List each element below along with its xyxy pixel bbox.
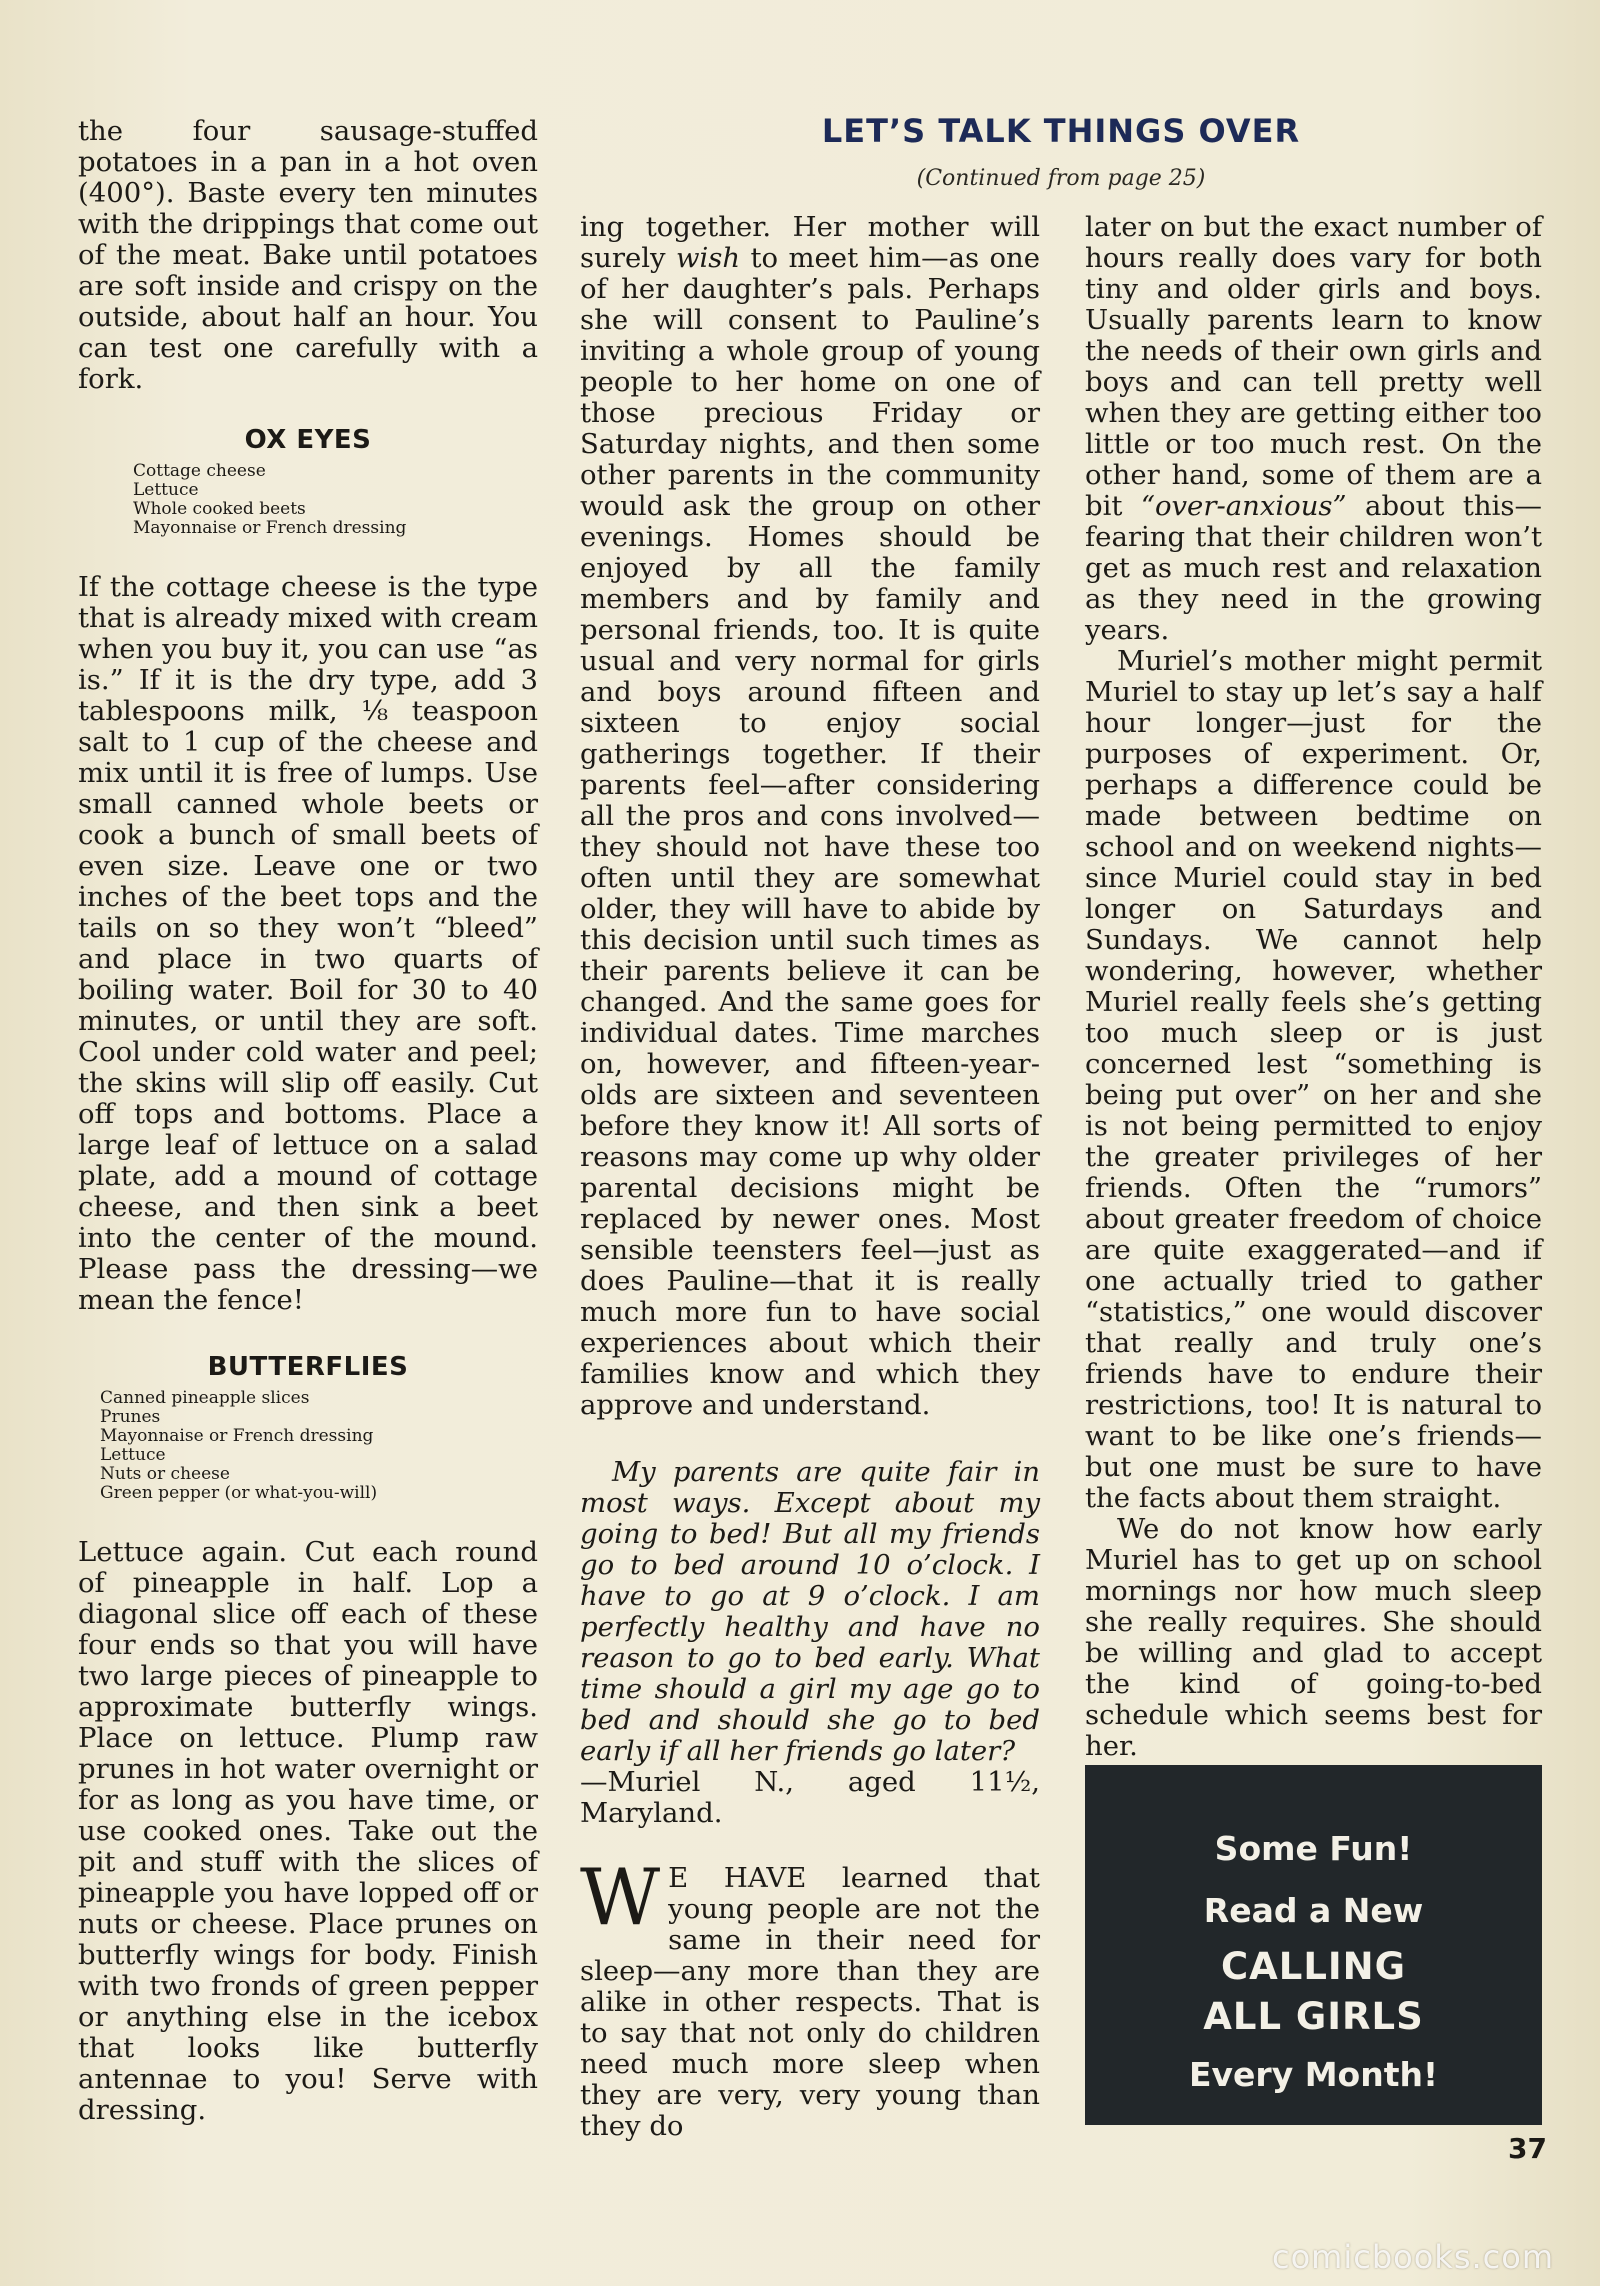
drop-cap: W [580, 1853, 661, 1943]
ad-line: Every Month! [1188, 2055, 1439, 2094]
text-run: ing together. Her mother will surely [580, 211, 1040, 274]
ingredient: Lettuce [133, 480, 199, 500]
ad-line: Some Fun! [1214, 1829, 1413, 1868]
potato-recipe-text: the four sausage-stuffed potatoes in a pan in a hot oven (400°). Baste every ten minutes with the drippings that come out of the meat. Bake until potatoes are soft inside and crispy on the outside, about half an hour. You can test one carefully with a fork. [78, 115, 538, 395]
page-number: 37 [1508, 2132, 1547, 2165]
ox-eyes-title: OX EYES [244, 425, 372, 455]
article-column-3 [1085, 212, 1542, 1762]
text-run: about this—fearing that their children won’t get as much rest and relaxation as they need in the growing years. [1085, 490, 1542, 646]
article-title: LET’S TALK THINGS OVER [821, 112, 1301, 150]
reader-letter [580, 1457, 1040, 1829]
article-paragraph [580, 212, 1040, 1421]
recipe-column [78, 116, 538, 2126]
ad-line: ALL GIRLS [1203, 1995, 1424, 2038]
letter-signature: —Muriel N., aged 11½, Maryland. [580, 1766, 1040, 1829]
ingredient: Green pepper (or what-you-will) [100, 1483, 378, 1503]
butterflies-directions: Lettuce again. Cut each round of pineapple in half. Lop a diagonal slice off each of these four ends so that you will have two large pieces of pineapple to approximate butterfly wings. Place on lettuce. Plump raw prunes in hot water overnight or for as long as you have time, or use cooked ones. Take out the pit and stuff with the slices of pineapple you have lopped off or nuts or cheese. Place prunes on butterfly wings for body. Finish with two fronds of green pepper or anything else in the icebox that looks like butterfly antennae to you! Serve with dressing. [78, 1536, 538, 2126]
ingredient: Mayonnaise or French dressing [100, 1426, 374, 1446]
article-paragraph: We do not know how early Muriel has to get up on school mornings nor how much sleep she really requires. She should be willing and glad to accept the kind of going-to-bed schedule which seems best for her. [1085, 1513, 1542, 1762]
ox-eyes-ingredients [133, 462, 538, 538]
ingredient: Whole cooked beets [133, 499, 306, 519]
ingredient: Prunes [100, 1407, 161, 1427]
article-column-2 [580, 212, 1040, 2142]
ingredient: Nuts or cheese [100, 1464, 230, 1484]
emphasis: wish [675, 242, 741, 274]
calling-all-girls-ad [1085, 1765, 1542, 2125]
reply-paragraph [580, 1853, 1040, 2142]
ad-line: CALLING [1220, 1945, 1407, 1988]
ingredient: Canned pineapple slices [100, 1388, 310, 1408]
ingredient: Lettuce [100, 1445, 166, 1465]
text-run: to meet him—as one of her daughter’s pals. Perhaps she will consent to Pauline’s inviting a whole group of young people to her home on one of those precious Friday or Saturday nights, and then some other parents in the community would ask the group on other evenings. Homes should be enjoyed by all the family members and by family and personal friends, too. It is quite usual and very normal for girls and boys around fifteen and sixteen to enjoy social gatherings together. If their parents feel—after considering all the pros and cons involved—they should not have these too often until they are somewhat older, they will have to abide by this decision until such times as their parents believe it can be changed. And the same goes for individual dates. Time marches on, however, and fifteen-year-olds are sixteen and seventeen before they know it! All sorts of reasons may come up why older parental decisions might be replaced by newer ones. Most sensible teensters feel—just as does Pauline—that it is really much more fun to have social experiences about which their families know and which they approve and understand. [580, 242, 1040, 1421]
article-paragraph: Muriel’s mother might permit Muriel to stay up let’s say a half hour longer—just for the purposes of experiment. Or, perhaps a difference could be made between bedtime on school and on weekend nights—since Muriel could stay in bed longer on Saturdays and Sundays. We cannot help wondering, however, whether Muriel really feels she’s getting too much sleep or is just concerned lest “something is being put over” on her and she is not being permitted to enjoy the greater privileges of her friends. Often the “rumors” about greater freedom of choice are quite exaggerated—and if one actually tried to gather “statistics,” one would discover that really and truly one’s friends have to endure their restrictions, too! It is natural to want to be like one’s friends—but one must be sure to have the facts about them straight. [1085, 645, 1542, 1514]
ox-eyes-directions: If the cottage cheese is the type that is already mixed with cream when you buy it, you can use “as is.” If it is the dry type, add 3 tablespoons milk, ⅛ teaspoon salt to 1 cup of the cheese and mix until it is free of lumps. Use small canned whole beets or cook a bunch of small beets of even size. Leave one or two inches of the beet tops and the tails on so they won’t “bleed” and place in two quarts of boiling water. Boil for 30 to 40 minutes, or until they are soft. Cool under cold water and peel; the skins will slip off easily. Cut off tops and bottoms. Place a large leaf of lettuce on a salad plate, add a mound of cottage cheese, and then sink a beet into the center of the mound. Please pass the dressing—we mean the fence! [78, 571, 538, 1316]
article-paragraph [1085, 212, 1542, 646]
letter-text: My parents are quite fair in most ways. Except about my going to bed! But all my friends go to bed around 10 o’clock. I have to go at 9 o’clock. I am perfectly healthy and have no reason to go to bed early. What time should a girl my age go to bed and should she go to bed early if all her friends go later? [580, 1456, 1040, 1767]
butterflies-ingredients [100, 1389, 538, 1503]
site-watermark: comicbooks.com [1272, 2238, 1555, 2276]
ad-line: Read a New [1203, 1891, 1424, 1930]
continued-from-note: (Continued from page 25) [916, 166, 1206, 191]
ingredient: Mayonnaise or French dressing [133, 518, 407, 538]
text-run: later on but the exact number of hours really does vary for both tiny and older girls and boys. Usually parents learn to know the needs of their own girls and boys and can tell pretty well when they are getting either too little or too much rest. On the other hand, some of them are a bit [1085, 211, 1542, 522]
butterflies-title: BUTTERFLIES [207, 1352, 409, 1382]
emphasis: “over-anxious” [1140, 490, 1347, 522]
ingredient: Cottage cheese [133, 461, 266, 481]
reply-text: E HAVE learned that young people are not the same in their need for sleep—any more than they are alike in other respects. That is to say that not only do children need much more sleep when they are very, very young than they do [580, 1862, 1040, 2142]
